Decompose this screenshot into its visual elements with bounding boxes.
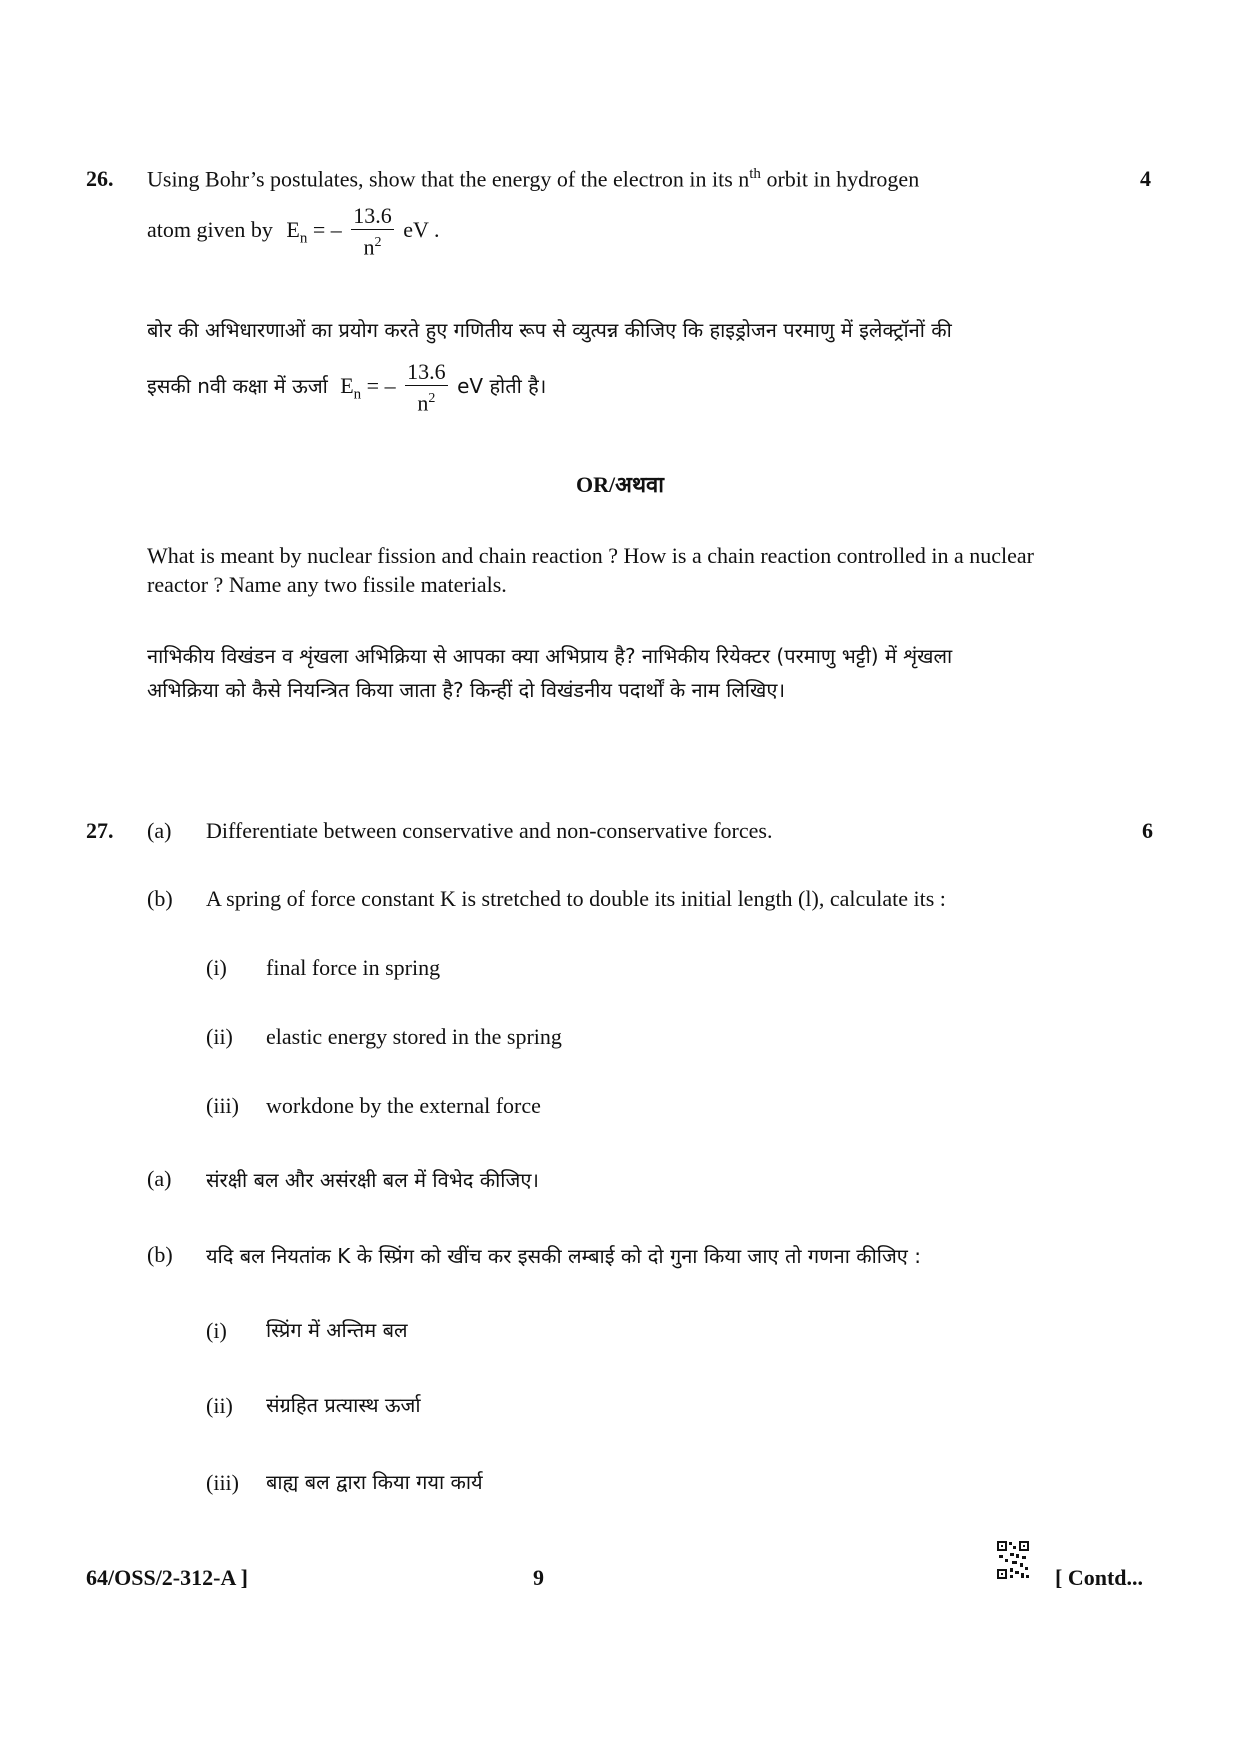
or-separator: OR/अथवा bbox=[576, 472, 664, 497]
q26-alt-hindi-line2: अभिक्रिया को कैसे नियन्त्रित किया जाता है? किन्हीं दो विखंडनीय पदार्थों के नाम लिखिए। bbox=[147, 678, 786, 702]
formula-fraction-hindi: $\frac{13.6}{n^2}$ bbox=[407, 359, 446, 416]
q27-hindi-sub-label-ii: (ii) bbox=[206, 1393, 233, 1418]
marks-q27: 6 bbox=[1142, 818, 1153, 843]
marks-q26: 4 bbox=[1140, 166, 1151, 191]
q27-sub-text-i: final force in spring bbox=[266, 955, 441, 980]
q27-sub-text-iii: workdone by the external force bbox=[266, 1093, 541, 1118]
q27-hindi-sub-label-i: (i) bbox=[206, 1318, 227, 1343]
formula-fraction: $\frac{13.6}{n^2}$ bbox=[353, 203, 392, 260]
question-number-27: 27. bbox=[86, 818, 114, 843]
continued-label: [ Contd... bbox=[1055, 1565, 1144, 1590]
q26-alt-hindi-line1: नाभिकीय विखंडन व शृंखला अभिक्रिया से आपका क्या अभिप्राय है? नाभिकीय रियेक्टर (परमाणु भट्टी) में शृंखला bbox=[147, 644, 953, 668]
q27-hindi-sub-label-iii: (iii) bbox=[206, 1470, 239, 1495]
q26-alt-english: What is meant by nuclear fission and chain reaction ? How is a chain reaction controlled in a nuclear reactor ? Name any two fissile materials. bbox=[147, 543, 1034, 597]
paper-code: 64/OSS/2-312-A ] bbox=[86, 1565, 248, 1590]
qr-code-icon bbox=[996, 1540, 1030, 1580]
q27-hindi-sub-text-ii: संग्रहित प्रत्यास्थ ऊर्जा bbox=[266, 1393, 421, 1417]
q26-english-line1: Using Bohr’s postulates, show that the energy of the electron in its $n^{th}$ orbit in hydrogen bbox=[147, 166, 920, 192]
q27-b-text: A spring of force constant K is stretched to double its initial length (l), calculate its : bbox=[206, 886, 946, 911]
q27-hindi-b-label: (b) bbox=[147, 1242, 173, 1267]
q26-hindi-line1: बोर की अभिधारणाओं का प्रयोग करते हुए गणितीय रूप से व्युत्पन्न कीजिए कि हाइड्रोजन परमाणु में इलेक्ट्रॉनों की bbox=[147, 318, 952, 342]
q27-sub-label-i: (i) bbox=[206, 955, 227, 980]
q27-hindi-a-label: (a) bbox=[147, 1166, 172, 1191]
q27-hindi-b-text: यदि बल नियतांक K के स्प्रिंग को खींच कर इसकी लम्बाई को दो गुना किया जाए तो गणना कीजिए : bbox=[206, 1244, 921, 1268]
q26-english-line2: atom given by $E_n$ = – $\frac{13.6}{n^2}$ eV . bbox=[147, 203, 440, 260]
q27-a-label: (a) bbox=[147, 818, 172, 843]
q27-hindi-a-text: संरक्षी बल और असंरक्षी बल में विभेद कीजिए। bbox=[206, 1168, 539, 1192]
formula-energy: $E_n$ = – $\frac{13.6}{n^2}$ eV . bbox=[286, 203, 440, 260]
q27-sub-label-ii: (ii) bbox=[206, 1024, 233, 1049]
q27-hindi-sub-text-iii: बाह्य बल द्वारा किया गया कार्य bbox=[266, 1470, 483, 1494]
q27-sub-text-ii: elastic energy stored in the spring bbox=[266, 1024, 562, 1049]
formula-energy-hindi: $E_n$ = – $\frac{13.6}{n^2}$ bbox=[340, 359, 446, 416]
q27-sub-label-iii: (iii) bbox=[206, 1093, 239, 1118]
q27-a-text: Differentiate between conservative and non-conservative forces. bbox=[206, 818, 773, 843]
question-number-26: 26. bbox=[86, 166, 114, 191]
q26-hindi-line2: इसकी nवी कक्षा में ऊर्जा $E_n$ = – $\frac{13.6}{n^2}$ eV होती है। bbox=[147, 359, 547, 416]
q27-hindi-sub-text-i: स्प्रिंग में अन्तिम बल bbox=[266, 1318, 408, 1342]
page-number: 9 bbox=[533, 1565, 544, 1590]
q27-b-label: (b) bbox=[147, 886, 173, 911]
